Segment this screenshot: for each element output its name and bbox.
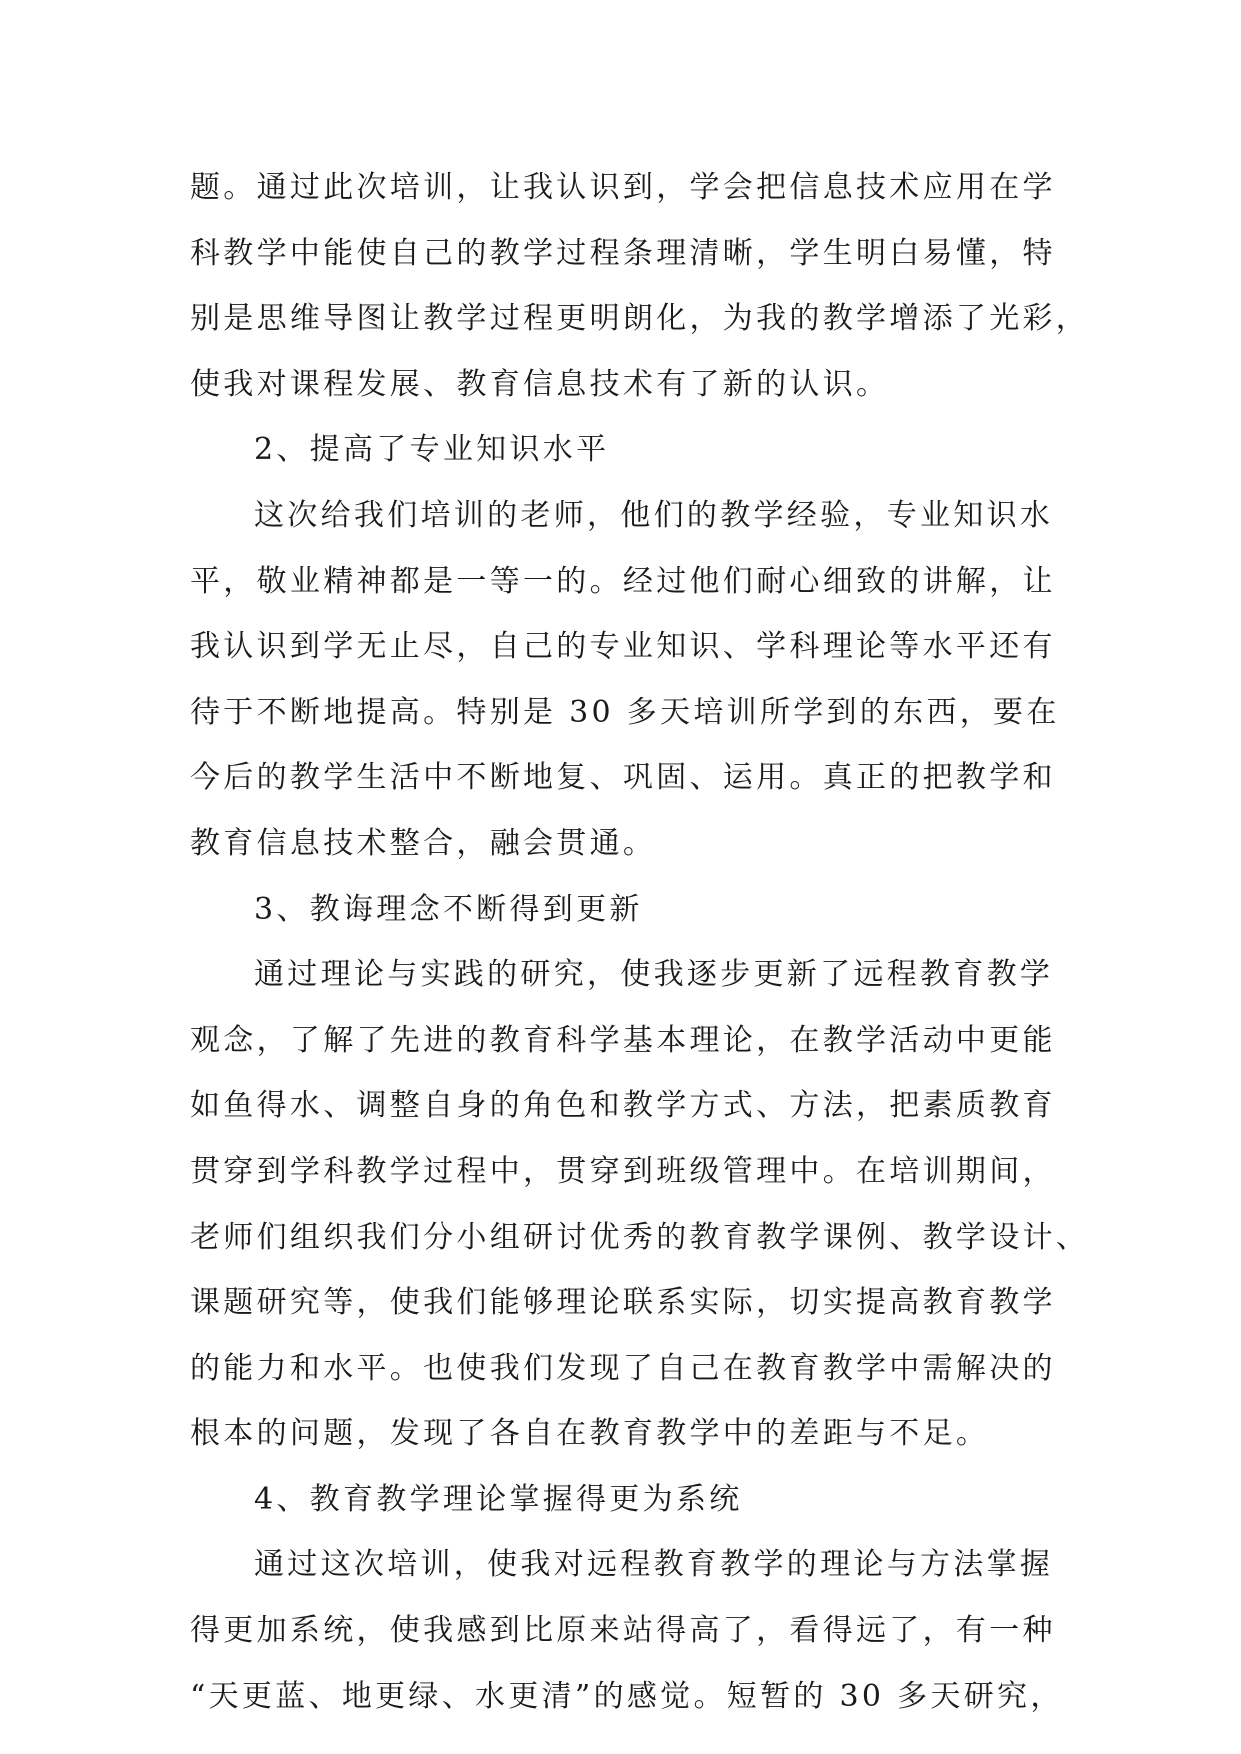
text-line: 我认识到学无止尽，自己的专业知识、学科理论等水平还有 — [190, 629, 1056, 665]
text-line: 贯穿到学科教学过程中，贯穿到班级管理中。在培训期间， — [190, 1153, 1056, 1189]
text-line: 老师们组织我们分小组研讨优秀的教育教学课例、教学设计、 — [190, 1219, 1090, 1255]
text-line: 观念，了解了先进的教育科学基本理论，在教学活动中更能 — [190, 1022, 1056, 1058]
paragraph-start: 通过这次培训，使我对远程教育教学的理论与方法掌握 — [254, 1547, 1054, 1583]
text-line: 得更加系统，使我感到比原来站得高了，看得远了，有一种 — [190, 1613, 1056, 1649]
text-line: 平，敬业精神都是一等一的。经过他们耐心细致的讲解，让 — [190, 563, 1056, 599]
text-line: 的能力和水平。也使我们发现了自己在教育教学中需解决的 — [190, 1350, 1056, 1386]
text-line: “天更蓝、地更绿、水更清”的感觉。短暂的 30 多天研究， — [190, 1678, 1064, 1714]
text-line: 使我对课程发展、教育信息技术有了新的认识。 — [190, 366, 890, 402]
section-heading: 4、教育教学理论掌握得更为系统 — [254, 1481, 743, 1517]
paragraph-start: 这次给我们培训的老师，他们的教学经验，专业知识水 — [254, 497, 1054, 533]
text-line: 如鱼得水、调整自身的角色和教学方式、方法，把素质教育 — [190, 1088, 1056, 1124]
text-line: 别是思维导图让教学过程更明朗化，为我的教学增添了光彩， — [190, 301, 1090, 337]
text-line: 今后的教学生活中不断地复、巩固、运用。真正的把教学和 — [190, 760, 1056, 796]
text-line: 题。通过此次培训，让我认识到，学会把信息技术应用在学 — [190, 170, 1056, 205]
text-line: 待于不断地提高。特别是 30 多天培训所学到的东西，要在 — [190, 694, 1060, 730]
text-line: 教育信息技术整合，融会贯通。 — [190, 825, 657, 861]
text-line: 根本的问题，发现了各自在教育教学中的差距与不足。 — [190, 1416, 990, 1452]
section-heading: 3、教诲理念不断得到更新 — [254, 891, 643, 927]
text-line: 课题研究等，使我们能够理论联系实际，切实提高教育教学 — [190, 1285, 1056, 1321]
paragraph-start: 通过理论与实践的研究，使我逐步更新了远程教育教学 — [254, 957, 1054, 993]
document-page — [190, 155, 1090, 1729]
section-heading: 2、提高了专业知识水平 — [254, 432, 610, 468]
text-line: 科教学中能使自己的教学过程条理清晰，学生明白易懂，特 — [190, 235, 1056, 271]
